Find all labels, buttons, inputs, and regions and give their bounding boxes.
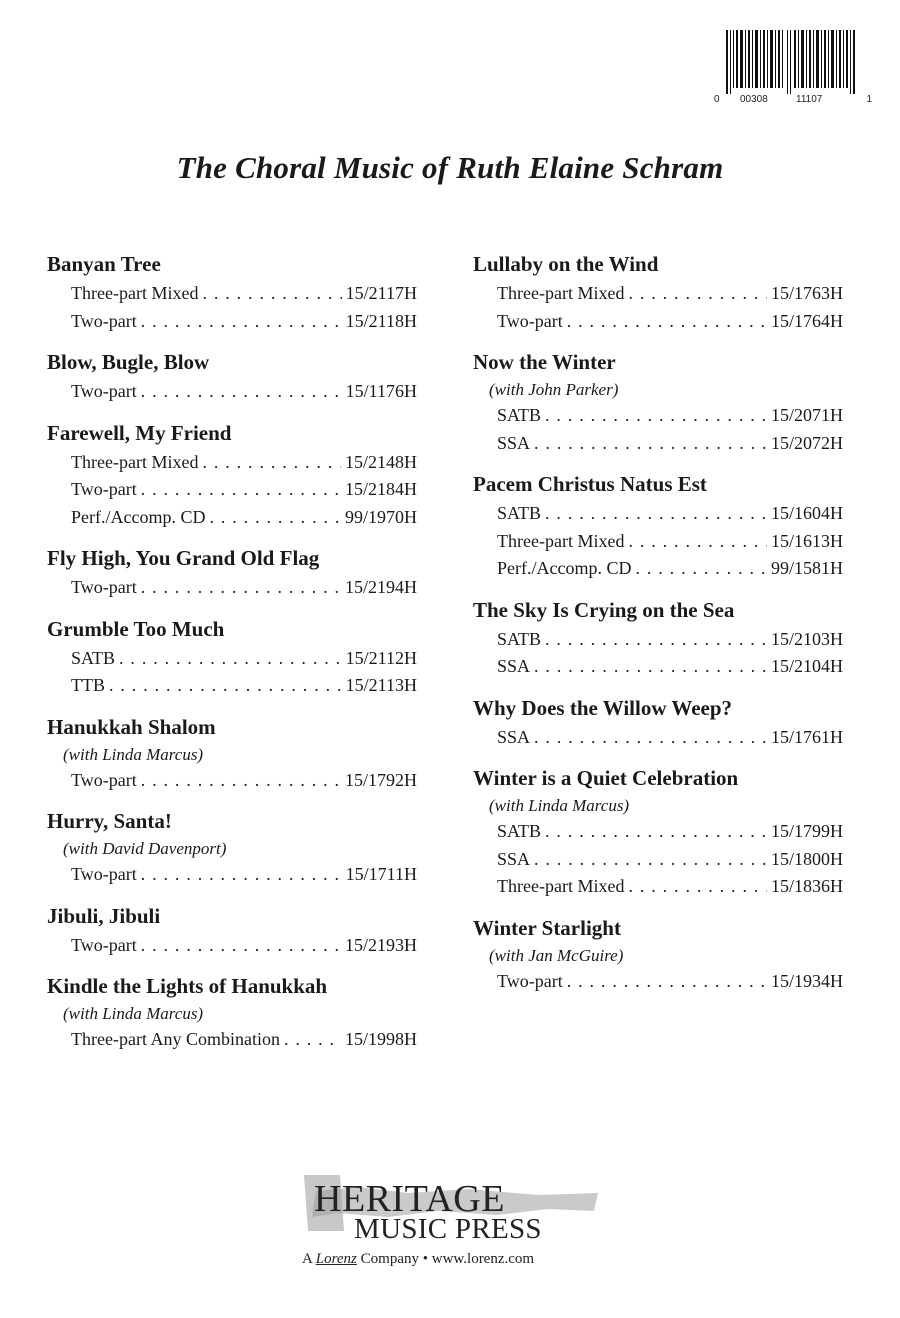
- edition-row: [47, 280, 417, 308]
- edition-catalog-number: 15/1836H: [771, 876, 843, 896]
- publisher-block: [290, 1165, 610, 1275]
- piece-title: Winter Starlight: [473, 915, 621, 940]
- edition-catalog-number: 15/1604H: [771, 503, 843, 523]
- catalog-entry: [473, 762, 843, 901]
- edition-row: [473, 818, 843, 846]
- edition-catalog-number: 15/1934H: [771, 970, 843, 991]
- edition-catalog-number: 15/2194H: [345, 577, 417, 597]
- edition-row: [473, 430, 843, 458]
- edition-voicing: Two-part: [497, 970, 563, 991]
- catalog-entry: [47, 417, 417, 532]
- piece-title: Lullaby on the Wind: [473, 252, 659, 276]
- edition-voicing: Three-part Mixed: [497, 283, 625, 303]
- edition-catalog-number: 15/2103H: [771, 628, 843, 649]
- dot-leader: [545, 626, 767, 654]
- piece-title: Grumble Too Much: [47, 616, 225, 641]
- edition-voicing: SATB: [497, 405, 542, 425]
- dot-leader: [141, 574, 341, 602]
- catalog-entry: [47, 248, 417, 335]
- dot-leader: [141, 861, 342, 889]
- edition-catalog-number: 15/2117H: [345, 283, 417, 303]
- dot-leader: [635, 555, 767, 583]
- edition-row: [473, 968, 843, 996]
- dot-leader: [545, 500, 767, 528]
- edition-catalog-number: 99/1970H: [345, 506, 417, 527]
- piece-title: Kindle the Lights of Hanukkah: [47, 974, 328, 998]
- catalog-entry: [473, 594, 843, 681]
- piece-title: Pacem Christus Natus Est: [473, 472, 707, 496]
- edition-voicing: Three-part Mixed: [497, 876, 625, 896]
- dot-leader: [628, 528, 767, 556]
- catalog-entry: [47, 542, 417, 602]
- edition-catalog-number: 15/2104H: [771, 656, 843, 676]
- piece-credit: (with David Davenport): [63, 839, 227, 858]
- piece-title: The Sky Is Crying on the Sea: [473, 597, 735, 622]
- edition-row: [47, 476, 417, 504]
- piece-title: Jibuli, Jibuli: [47, 903, 161, 928]
- catalog-entry: [473, 468, 843, 583]
- edition-catalog-number: 15/2112H: [345, 647, 417, 668]
- tagline-company: Company: [360, 1251, 419, 1267]
- edition-voicing: Two-part: [71, 577, 137, 597]
- dot-leader: [141, 378, 342, 406]
- edition-catalog-number: 15/1998H: [345, 1029, 417, 1049]
- piece-credit: (with Linda Marcus): [63, 744, 204, 764]
- edition-row: [473, 873, 843, 901]
- dot-leader: [545, 818, 767, 846]
- edition-row: [47, 574, 417, 602]
- dot-leader: [209, 504, 341, 532]
- catalog-entry: [47, 805, 417, 889]
- edition-voicing: SSA: [497, 726, 531, 747]
- lorenz-wordmark: Lorenz: [315, 1251, 357, 1267]
- dot-leader: [284, 1026, 341, 1054]
- edition-voicing: Two-part: [71, 769, 137, 790]
- edition-row: [47, 449, 417, 477]
- edition-voicing: TTB: [71, 675, 105, 695]
- dot-leader: [534, 430, 767, 458]
- dot-leader: [567, 968, 767, 996]
- edition-row: [473, 280, 843, 308]
- dot-leader: [567, 308, 767, 336]
- catalog-entry: [47, 900, 417, 960]
- dot-leader: [202, 449, 341, 477]
- edition-catalog-number: 15/1176H: [345, 381, 417, 401]
- edition-catalog-number: 15/1764H: [771, 310, 843, 331]
- edition-catalog-number: 15/2118H: [345, 310, 417, 331]
- publisher-website: www.lorenz.com: [431, 1251, 535, 1267]
- edition-voicing: SSA: [497, 848, 531, 869]
- edition-voicing: Two-part: [71, 310, 137, 331]
- dot-leader: [141, 932, 341, 960]
- tagline-separator: •: [422, 1251, 428, 1267]
- edition-voicing: Three-part Mixed: [71, 283, 199, 303]
- edition-row: [473, 653, 843, 681]
- catalog-column-right: [473, 248, 843, 1006]
- edition-row: [47, 861, 417, 889]
- dot-leader: [628, 873, 767, 901]
- dot-leader: [109, 672, 342, 700]
- piece-title: Farewell, My Friend: [47, 420, 232, 445]
- edition-row: [473, 626, 843, 654]
- edition-catalog-number: 15/2072H: [771, 432, 843, 453]
- barcode-digit-last: 1: [866, 94, 872, 105]
- dot-leader: [141, 767, 341, 795]
- catalog-entry: [473, 346, 843, 457]
- edition-catalog-number: 15/2148H: [345, 451, 417, 472]
- barcode-digits-left: 00308: [740, 94, 768, 105]
- edition-voicing: Two-part: [71, 864, 137, 884]
- edition-voicing: Three-part Mixed: [497, 530, 625, 551]
- piece-title: Winter is a Quiet Celebration: [473, 766, 739, 790]
- edition-row: [473, 402, 843, 430]
- edition-catalog-number: 99/1581H: [771, 558, 843, 578]
- dot-leader: [202, 280, 341, 308]
- dot-leader: [534, 846, 767, 874]
- edition-voicing: SATB: [71, 647, 116, 668]
- piece-title: Now the Winter: [473, 350, 616, 374]
- dot-leader: [628, 280, 767, 308]
- edition-row: [473, 528, 843, 556]
- edition-catalog-number: 15/1711H: [345, 864, 417, 884]
- dot-leader: [119, 645, 342, 673]
- edition-catalog-number: 15/1761H: [771, 726, 843, 747]
- dot-leader: [141, 476, 341, 504]
- dot-leader: [534, 653, 767, 681]
- catalog-entry: [47, 613, 417, 700]
- piece-title: Why Does the Willow Weep?: [473, 695, 733, 720]
- edition-voicing: SATB: [497, 503, 542, 523]
- edition-voicing: Two-part: [71, 381, 137, 401]
- edition-catalog-number: 15/1800H: [771, 848, 843, 869]
- catalog-entry: [47, 346, 417, 406]
- edition-catalog-number: 15/1613H: [771, 530, 843, 551]
- edition-voicing: SATB: [497, 821, 542, 841]
- edition-catalog-number: 15/2113H: [345, 675, 417, 695]
- logo-music-press: MUSIC PRESS: [354, 1213, 542, 1245]
- edition-catalog-number: 15/2184H: [345, 479, 417, 499]
- edition-row: [47, 932, 417, 960]
- dot-leader: [545, 402, 767, 430]
- publisher-tagline: [302, 1251, 534, 1268]
- edition-row: [473, 308, 843, 336]
- edition-voicing: Two-part: [497, 310, 563, 331]
- piece-title: Hurry, Santa!: [47, 809, 172, 833]
- edition-voicing: Two-part: [71, 479, 137, 499]
- piece-credit: (with Linda Marcus): [63, 1004, 204, 1023]
- piece-title: Fly High, You Grand Old Flag: [47, 546, 320, 570]
- catalog-entry: [473, 248, 843, 335]
- catalog-entry: [473, 692, 843, 752]
- edition-voicing: Two-part: [71, 934, 137, 955]
- edition-voicing: SSA: [497, 656, 531, 676]
- barcode-digit-first: 0: [714, 94, 720, 105]
- edition-row: [47, 645, 417, 673]
- catalog-entry: [47, 711, 417, 795]
- edition-row: [47, 504, 417, 532]
- logo-heritage: HERITAGE: [314, 1178, 505, 1220]
- catalog-entry: [473, 912, 843, 996]
- dot-leader: [141, 308, 342, 336]
- edition-row: [473, 500, 843, 528]
- piece-title: Blow, Bugle, Blow: [47, 350, 210, 374]
- barcode-digits-right: 11107: [796, 94, 823, 105]
- edition-row: [473, 846, 843, 874]
- barcode-bars: [714, 30, 872, 94]
- edition-voicing: Perf./Accomp. CD: [497, 558, 632, 578]
- piece-credit: (with Linda Marcus): [489, 796, 630, 815]
- edition-row: [47, 672, 417, 700]
- edition-row: [473, 724, 843, 752]
- dot-leader: [534, 724, 767, 752]
- page-title: The Choral Music of Ruth Elaine Schram: [176, 150, 724, 185]
- edition-voicing: SATB: [497, 628, 542, 649]
- piece-title: Hanukkah Shalom: [47, 714, 216, 739]
- catalog-entry: [47, 970, 417, 1054]
- barcode: [714, 30, 872, 110]
- edition-catalog-number: 15/2071H: [771, 405, 843, 425]
- piece-credit: (with Jan McGuire): [489, 945, 624, 965]
- edition-catalog-number: 15/1763H: [771, 283, 843, 303]
- edition-voicing: Perf./Accomp. CD: [71, 506, 206, 527]
- piece-title: Banyan Tree: [47, 252, 161, 276]
- edition-row: [47, 1026, 417, 1054]
- piece-credit: (with John Parker): [489, 380, 619, 399]
- catalog-column-left: [47, 248, 417, 1065]
- edition-voicing: SSA: [497, 432, 531, 453]
- edition-row: [473, 555, 843, 583]
- edition-row: [47, 308, 417, 336]
- barcode-digits: [714, 94, 872, 108]
- edition-row: [47, 378, 417, 406]
- edition-voicing: Three-part Any Combination: [71, 1029, 280, 1049]
- tagline-prefix: A: [302, 1251, 313, 1267]
- edition-voicing: Three-part Mixed: [71, 451, 199, 472]
- edition-catalog-number: 15/1792H: [345, 769, 417, 790]
- edition-catalog-number: 15/2193H: [345, 934, 417, 955]
- edition-row: [47, 767, 417, 795]
- edition-catalog-number: 15/1799H: [771, 821, 843, 841]
